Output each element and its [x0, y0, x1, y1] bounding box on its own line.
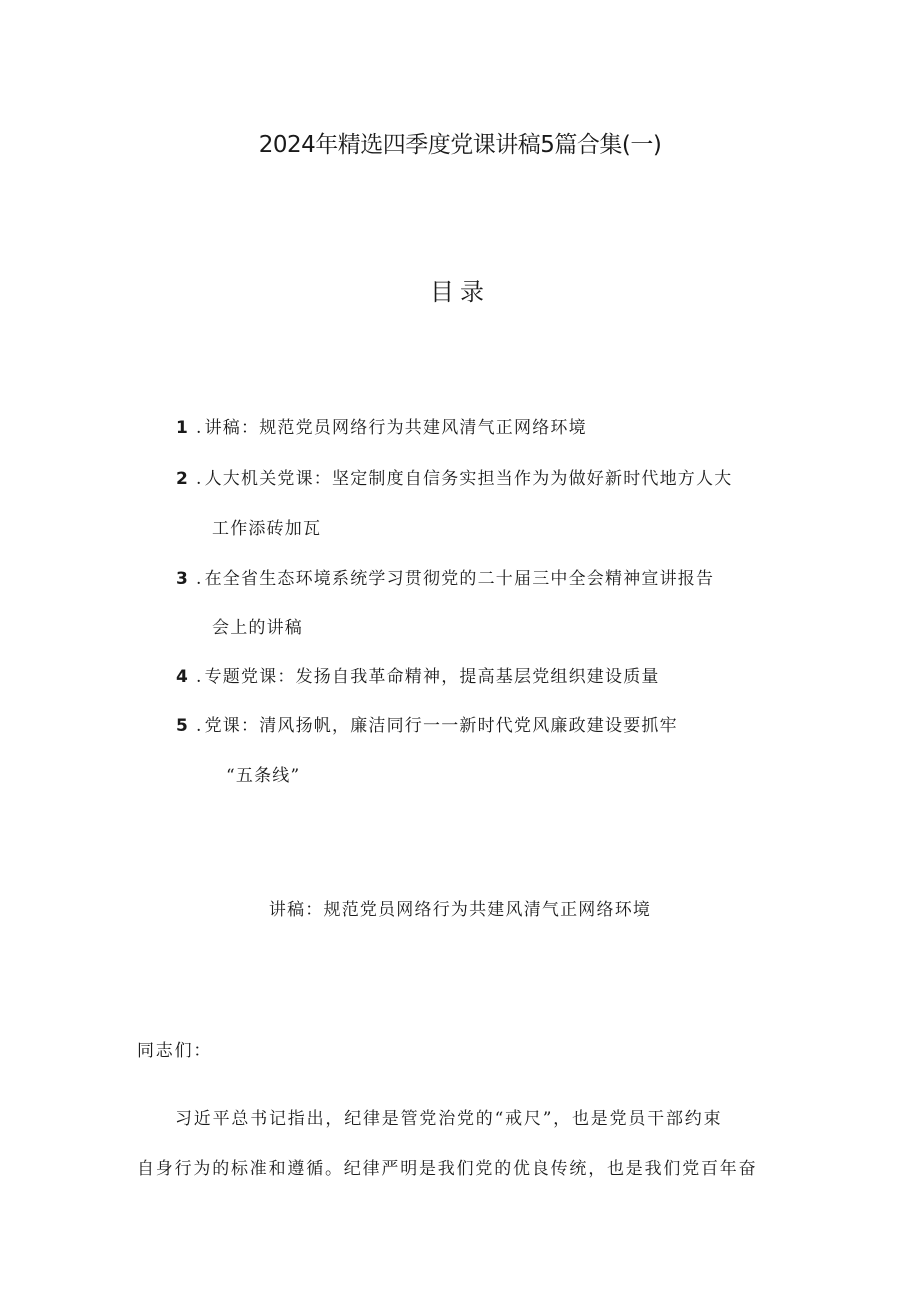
toc-item-text: 党课：清风扬帆，廉洁同行一一新时代党风廉政建设要抓牢: [204, 716, 678, 736]
toc-item-text: 人大机关党课：坚定制度自信务实担当作为为做好新时代地方人大: [204, 469, 733, 489]
toc-item-1[interactable]: [176, 413, 587, 438]
toc-item-text: 专题党课：发扬自我革命精神，提高基层党组织建设质量: [204, 667, 660, 687]
salutation: 同志们：: [137, 1041, 213, 1061]
toc-item-separator: .: [196, 667, 203, 687]
toc-item-2[interactable]: [176, 464, 732, 489]
toc-item-number: 1: [176, 418, 190, 438]
toc-item-2-continuation: 工作添砖加瓦: [212, 519, 322, 539]
toc-item-3-continuation: 会上的讲稿: [212, 618, 303, 638]
document-title: 2024年精选四季度党课讲稿5篇合集(一): [258, 132, 662, 158]
toc-item-number: 5: [176, 716, 190, 736]
toc-heading: 目录: [430, 278, 490, 306]
section-heading: 讲稿：规范党员网络行为共建风清气正网络环境: [268, 900, 652, 920]
toc-item-5[interactable]: [176, 711, 678, 736]
toc-item-number: 3: [176, 569, 190, 589]
toc-item-text: 在全省生态环境系统学习贯彻党的二十届三中全会精神宣讲报告: [204, 569, 715, 589]
toc-item-number: 2: [176, 469, 190, 489]
toc-item-separator: .: [196, 716, 203, 736]
paragraph-line: 自身行为的标准和遵循。纪律严明是我们党的优良传统，也是我们党百年奋: [137, 1159, 758, 1179]
toc-item-text: 讲稿：规范党员网络行为共建风清气正网络环境: [204, 418, 587, 438]
toc-item-separator: .: [196, 569, 203, 589]
toc-item-3[interactable]: [176, 564, 714, 589]
toc-item-separator: .: [196, 418, 203, 438]
toc-item-5-continuation: “五条线”: [226, 766, 301, 786]
toc-item-separator: .: [196, 469, 203, 489]
toc-item-number: 4: [176, 667, 190, 687]
paragraph-line: 习近平总书记指出，纪律是管党治党的“戒尺”，也是党员干部约束: [175, 1109, 723, 1129]
toc-item-4[interactable]: [176, 662, 660, 687]
